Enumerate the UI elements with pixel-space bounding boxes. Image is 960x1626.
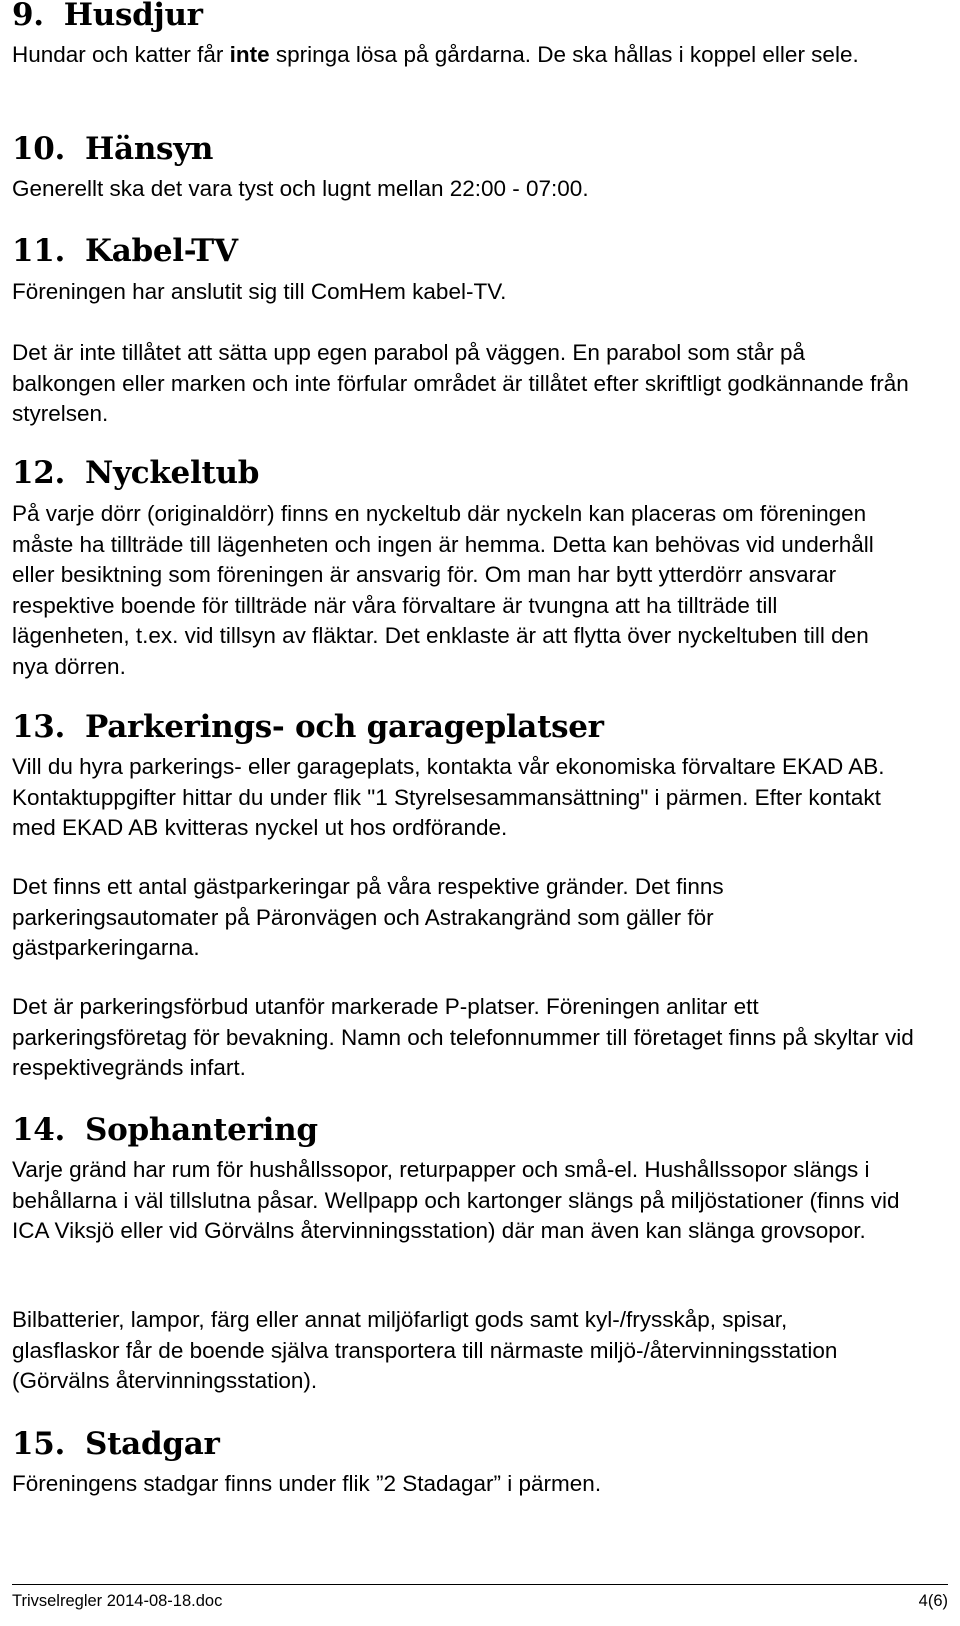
paragraph: Vill du hyra parkerings- eller garageplats, kontakta vår ekonomiska förvaltare EKAD AB. Kontaktuppgifter hittar du under flik "1 Styrelsesammansättning" i pärmen. Efter kontakt med EKAD AB kvitteras nyckel ut hos ordförande. [12,754,885,840]
paragraph: Bilbatterier, lampor, färg eller annat miljöfarligt gods samt kyl-/frysskåp, spisar, glasflaskor får de boende själva transportera till närmaste miljö-/återvinningsstation (Görvälns återvinningsstation). [12,1307,838,1393]
section-heading-sophantering [12,1111,318,1149]
section-number: 10. [12,131,66,167]
section-heading-kabel-tv [12,232,238,270]
paragraph [12,40,892,71]
section-number: 9. [12,0,44,33]
paragraph: Det är parkeringsförbud utanför markerade P-platser. Föreningen anlitar ett parkeringsföretag för bevakning. Namn och telefonnummer till företaget finns på skyltar vid respektivegränds infart. [12,994,914,1080]
paragraph: Föreningen har anslutit sig till ComHem kabel-TV. [12,279,507,304]
section-number: 11. [12,233,66,269]
section-number: 12. [12,455,66,491]
paragraph: Det är inte tillåtet att sätta upp egen parabol på väggen. En parabol som står på balkongen eller marken och inte förfular området är tillåtet efter skriftligt godkännande från styrelsen. [12,340,909,426]
section-title: Hänsyn [85,131,214,167]
section-title: Husdjur [63,0,203,33]
page-footer [12,1584,948,1611]
footer-filename: Trivselregler 2014-08-18.doc [12,1592,223,1610]
section-title: Kabel-TV [85,233,238,269]
section-title: Stadgar [85,1426,220,1462]
section-heading-hansyn [12,130,213,168]
section-heading-husdjur [12,0,203,34]
section-number: 15. [12,1426,66,1462]
section-heading-stadgar [12,1425,220,1463]
emphasis-text: inte [229,42,270,67]
text-run: springa lösa på gårdarna. De ska hållas i koppel eller sele. [269,42,859,67]
paragraph: På varje dörr (originaldörr) finns en nyckeltub där nyckeln kan placeras om föreningen måste ha tillträde till lägenheten och ingen är hemma. Detta kan behövas vid underhåll eller besiktning som föreningen är ansvarig för. Om man har bytt ytterdörr ansvarar respektive boende för tillträde när våra förvaltare är tvungna att ha tillträde till lägenheten, t.ex. vid tillsyn av fläktar. Det enklaste är att flytta över nyckeltuben till den nya dörren. [12,501,874,679]
section-title: Nyckeltub [85,455,260,491]
paragraph: Det finns ett antal gästparkeringar på våra respektive gränder. Det finns parkeringsautomater på Päronvägen och Astrakangränd som gäller för gästparkeringarna. [12,874,724,960]
section-heading-parkering [12,708,604,746]
section-number: 14. [12,1112,66,1148]
section-title: Sophantering [85,1112,318,1148]
paragraph: Varje gränd har rum för hushållssopor, returpapper och små-el. Hushållssopor slängs i behållarna i väl tillslutna påsar. Wellpapp och kartonger slängs på miljöstationer (finns vid ICA Viksjö eller vid Görvälns återvinningsstation) där man även kan slänga grovsopor. [12,1157,900,1243]
section-heading-nyckeltub [12,454,259,492]
footer-page-number: 4(6) [918,1592,948,1610]
paragraph: Generellt ska det vara tyst och lugnt mellan 22:00 - 07:00. [12,176,589,201]
section-number: 13. [12,709,66,745]
section-title: Parkerings- och garageplatser [85,709,604,745]
paragraph: Föreningens stadgar finns under flik ”2 Stadagar” i pärmen. [12,1471,602,1496]
text-run: Hundar och katter får [12,42,230,67]
